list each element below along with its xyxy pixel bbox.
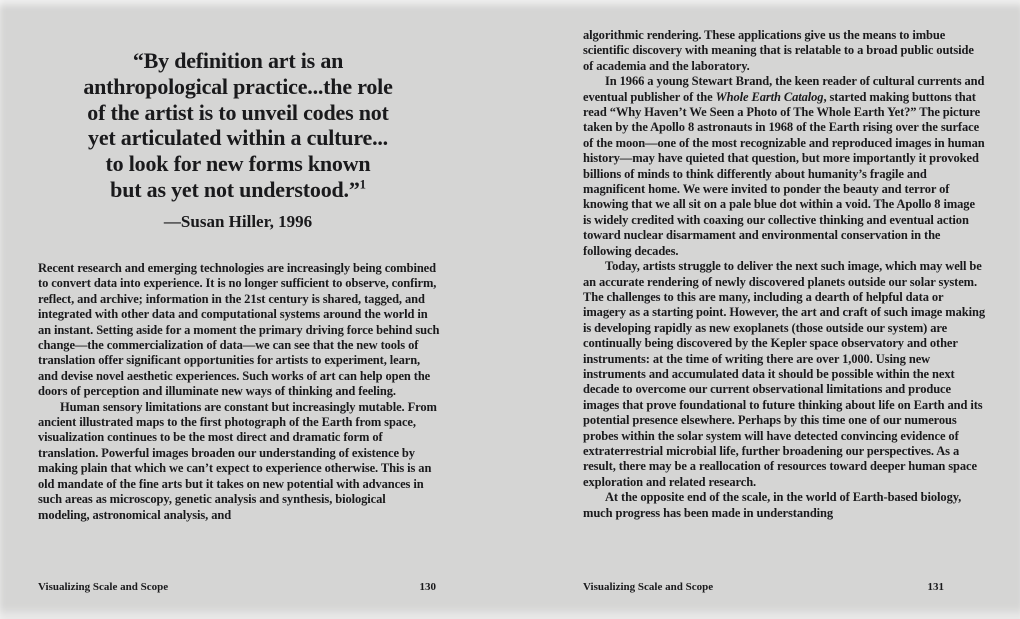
text-segment: At the opposite end of the scale, in the world of Earth-based biology, much progress has been made in understanding xyxy=(583,490,962,520)
paragraph xyxy=(38,400,440,523)
quote-line: but as yet not understood.”$^1$ xyxy=(110,176,366,202)
page-number: 131 xyxy=(927,581,944,593)
text-segment: algorithmic rendering. These applications give us the means to imbue scientific discovery with meaning that is relatable to a broad public outside of academia and the laboratory. xyxy=(583,28,974,73)
text-segment: Human sensory limitations are constant but increasingly mutable. From ancient illustrated maps to the first photograph of the Earth from space, visualization continues to be the most direct and dramatic form of translation. Powerful images broaden our understanding of existence by making plain that which we can’t expect to experience otherwise. This is an old mandate of the fine arts but it takes on new potential with advances in such areas as microscopy, genetic analysis and synthesis, biological modeling, astronomical analysis, and xyxy=(38,399,437,522)
footer-left xyxy=(38,581,436,594)
paragraph xyxy=(583,490,985,521)
quote-line: anthropological practice...the role xyxy=(83,73,393,99)
footer-right xyxy=(583,581,944,594)
body-text-left xyxy=(38,261,440,523)
running-title: Visualizing Scale and Scope xyxy=(38,581,169,593)
quote-attribution: —Susan Hiller, 1996 xyxy=(163,212,313,231)
paragraph xyxy=(583,28,985,74)
body-text-right xyxy=(583,28,985,521)
text-segment: In 1966 a young Stewart Brand, the keen reader of cultural currents and eventual publisher of the xyxy=(583,74,985,104)
quote-line: “By definition art is an xyxy=(132,48,344,73)
quote-line: of the artist is to unveil codes not xyxy=(87,99,389,125)
text-segment: , started making buttons that read “Why Haven’t We Seen a Photo of The Whole Earth Yet?” The picture taken by the Apollo 8 astronauts in 1968 of the Earth rising over the surface of the moon—one of the most recognizable and reproduced images in human history—may have quieted that question, but more importantly it provoked billions of minds to think differently about humanity’s fragile and magnificent home. We were invited to ponder the beauty and terror of knowing that we all sit on a pale blue dot within a void. The Apollo 8 image is widely credited with coaxing our collective thinking and eventual action toward nuclear disarmament and environmental conservation in the following decades. xyxy=(583,89,985,258)
footnote-marker: 1 xyxy=(359,177,366,192)
paragraph xyxy=(583,259,985,490)
paragraph xyxy=(38,261,440,400)
paragraph xyxy=(583,74,985,259)
page-number: 130 xyxy=(419,581,436,593)
quote-lines xyxy=(38,48,438,203)
pull-quote xyxy=(38,48,438,203)
text-segment: Today, artists struggle to deliver the next such image, which may well be an accurate rendering of newly discovered planets outside our solar system. The challenges to this are many, including a dearth of helpful data or imagery as a starting point. However, the art and craft of such image making is developing rapidly as new exoplanets (those outside our system) are continually being discovered by the Kepler space observatory and other instruments: at the time of writing there are over 1,000. Using new instruments and accumulated data it should be possible within the next decade to overcome our current observational limitations and produce images that prove foundational to future thinking about life on Earth and its potential presence elsewhere. Perhaps by this time one of our numerous probes within the solar system will have detected convincing evidence of extraterrestrial microbial life, further broadening our perspectives. As a result, there may be a reallocation of resources toward deeper human space exploration and related research. xyxy=(583,259,985,489)
text-segment: Recent research and emerging technologies are increasingly being combined to convert data into experience. It is no longer sufficient to observe, confirm, reflect, and archive; information in the 21st century is shared, tagged, and integrated with other data and computational systems around the world in an instant. Setting aside for a moment the primary driving force behind such change—the commercialization of data—we can see that the new tools of translation offer significant opportunities for artists to experiment, learn, and devise novel aesthetic experiences. Such works of art can help open the doors of perception and illuminate new ways of thinking and feeling. xyxy=(38,261,440,399)
quote-line: to look for new forms known xyxy=(105,151,371,177)
italic-text: Whole Earth Catalog xyxy=(715,89,824,104)
quote-line: yet articulated within a culture... xyxy=(88,125,388,151)
running-title: Visualizing Scale and Scope xyxy=(583,581,714,593)
